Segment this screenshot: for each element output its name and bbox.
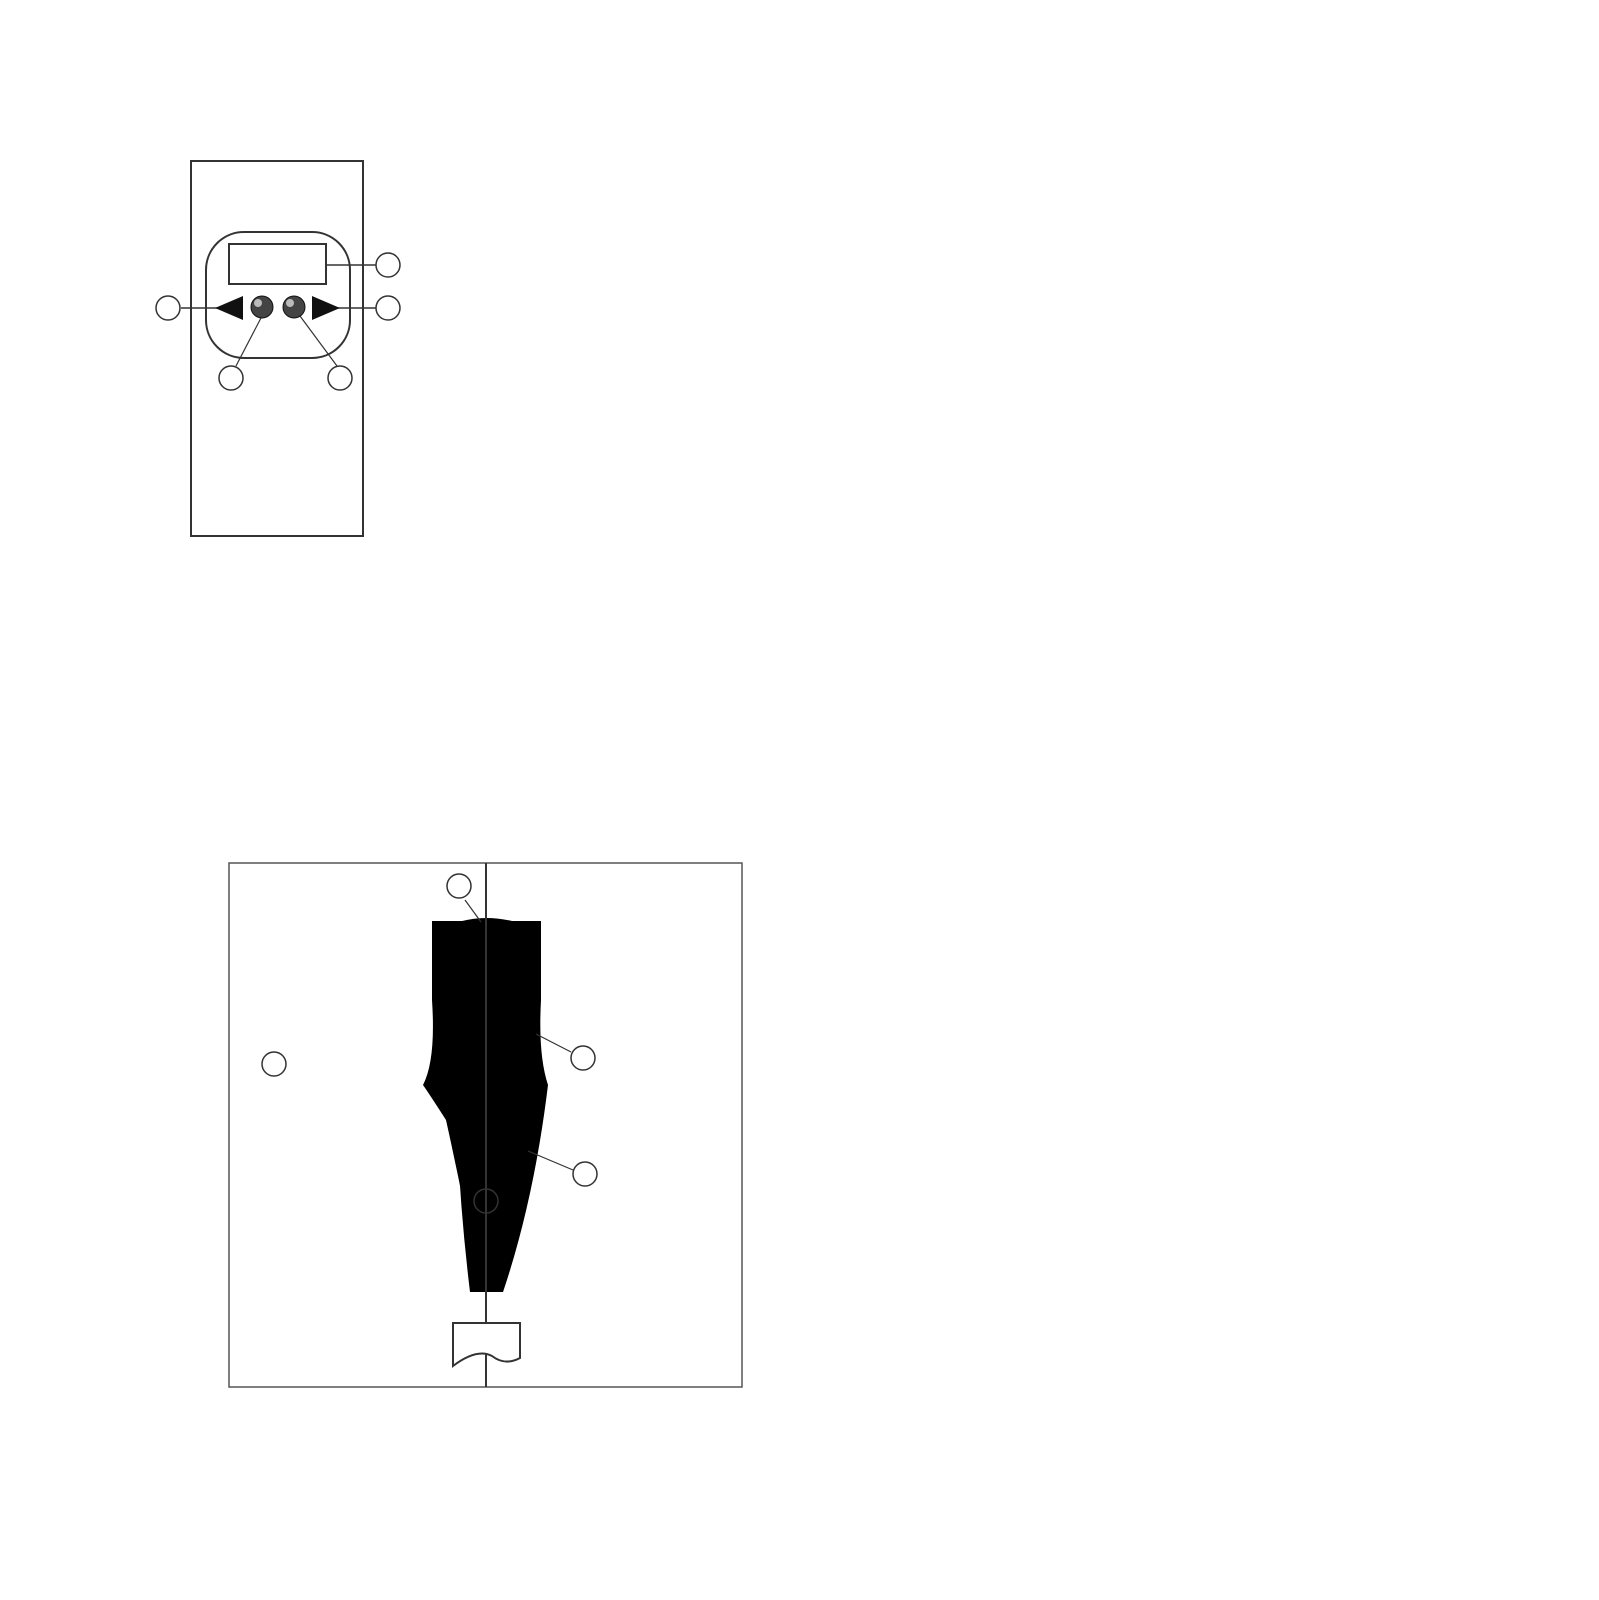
left-arrow-button-icon xyxy=(215,296,243,320)
callout-control-right xyxy=(376,296,400,320)
led-d1 xyxy=(251,296,273,318)
led-d1-highlight xyxy=(254,299,262,307)
chart-callout-4 xyxy=(573,1162,597,1186)
chart-callout-3 xyxy=(571,1046,595,1070)
control-panel-outline xyxy=(206,232,350,358)
callout-status-left xyxy=(219,366,243,390)
callout-display xyxy=(376,253,400,277)
display-window xyxy=(229,244,326,284)
callout-control-left xyxy=(156,296,180,320)
right-arrow-button-icon xyxy=(312,296,340,320)
led-d2-highlight xyxy=(286,299,294,307)
chart-callout-2 xyxy=(447,874,471,898)
led-d2 xyxy=(283,296,305,318)
sensor-front-diagram xyxy=(156,161,400,536)
callout-2-leader xyxy=(465,900,481,922)
callout-status-right xyxy=(328,366,352,390)
chart-callout-1 xyxy=(262,1052,286,1076)
